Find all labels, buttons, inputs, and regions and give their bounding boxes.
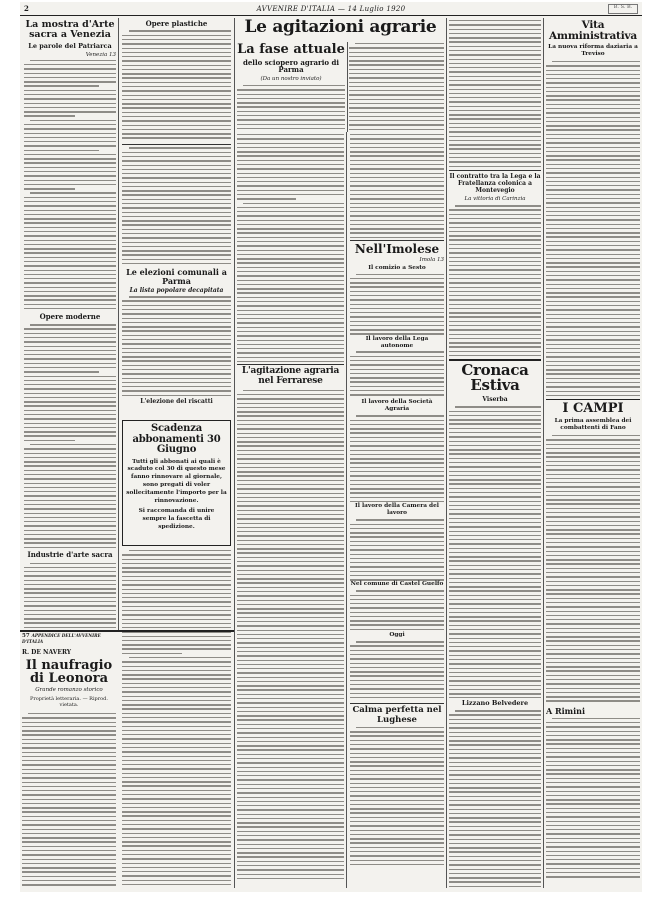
body-text [122,296,231,396]
column-6 [546,20,640,888]
dateline: Imola 13 [419,256,444,263]
section-subhead: La nuova riforma daziaria a Treviso [548,44,638,57]
column-rule [543,18,544,888]
banner-subhead-2: dello sciopero agrario di Parma [242,57,340,75]
notice-tail: Si raccomanda di unire sempre la fascetta di spedizione. [138,508,215,530]
campi-headline: I CAMPI [562,401,624,417]
body-text [22,713,116,888]
serial-header [22,633,116,645]
serial-title: Il naufragio di Leonora [25,658,113,686]
page-number: 2 [24,4,29,13]
subheading: Oggi [389,632,405,639]
article-subhead: Le parole del Patriarca [28,41,112,50]
appendix-rule [20,630,234,632]
notice-body: Tutti gli abbonati ai quali è scaduto col 30 di questo mese fanno rinnovare al giornale, sono pregati di voler sollecitamente l'importo per la rinnovazione. [126,458,227,504]
section-headline: Calma perfetta nel Lughese [352,705,442,725]
column-rule [347,42,348,132]
notice-headline: Scadenza abbonamenti 30 Giugno [132,423,221,455]
serial-number: 57 [22,633,30,639]
divider [122,144,231,145]
library-stamp: B. S. B. [608,4,638,14]
subscription-notice [122,420,231,546]
subheading: Il lavoro della Società Agraria [361,399,433,413]
section-headline: Le elezioni comunali a Parma [126,267,227,287]
banner-byline: (Da un nostro inviato) [260,76,322,83]
column-2 [122,20,231,420]
section-headline: Nell'Imolese [354,242,440,256]
banner-headline: Le agitazioni agrarie [244,19,437,37]
serial-label: APPENDICE DELL'AVVENIRE D'ITALIA [22,633,101,644]
article-headline: Opere plastiche [145,20,208,28]
body-text [24,60,116,310]
body-text [349,43,444,131]
section-headline: L'agitazione agraria nel Ferrarese [241,366,340,386]
column-1 [24,20,116,628]
city-heading: Viserba [482,396,508,404]
section-heading: L'elezione del riscatti [140,398,213,406]
column-4 [350,134,444,888]
page-header [20,2,642,16]
column-rule [446,18,447,888]
running-title: AVVENIRE D'ITALIA — 14 Luglio 1920 [256,5,406,13]
column-3 [237,134,344,888]
subheading: Il lavoro della Lega autonome [365,335,429,349]
section-heading: Opere moderne [39,311,101,321]
subheading: Il lavoro della Camera del lavoro [355,503,439,517]
newspaper-page [20,2,642,892]
column-rule [234,18,235,888]
serial-continuation [122,550,231,888]
section-heading: A Rimini [546,705,586,716]
column-rule [118,18,119,630]
campi-subhead: La prima assemblea dei combattenti di Fano [554,418,632,432]
agrarian-banner [237,19,444,131]
section-headline: Vita Amministrativa [548,20,638,43]
body-text [24,563,116,628]
serial-rights: Proprietà letteraria. — Riprod. vietata. [30,696,108,708]
serial-author: R. DE NAVERY [22,649,72,656]
body-text [122,147,231,265]
serial-genre: Grande romanzo storico [35,687,103,693]
cronaca-headline: Cronaca Estiva [461,360,529,395]
section-headline: Il contratto tra la Lega e la Fratellanza colonica a Montevegio [449,173,541,195]
dateline: Venezia 13 [85,51,116,58]
body-text [24,324,116,548]
column-5 [449,20,541,888]
column-rule [346,132,347,888]
banner-subhead: La fase attuale [237,42,345,57]
article-headline: La mostra d'Arte sacra a Venezia [25,20,115,40]
body-text [122,30,231,142]
city-heading: Lizzano Belvedere [461,699,529,708]
subheading: Nel comune di Castel Guelfo [350,581,444,588]
serial-novel [22,633,116,888]
section-heading: Industrie d'arte sacra [27,550,113,560]
section-subhead: La vittoria di Carinzia [464,195,526,202]
subheading: Il comizio a Sesto [368,264,426,271]
section-subhead: La lista popolare decapitata [129,286,224,294]
